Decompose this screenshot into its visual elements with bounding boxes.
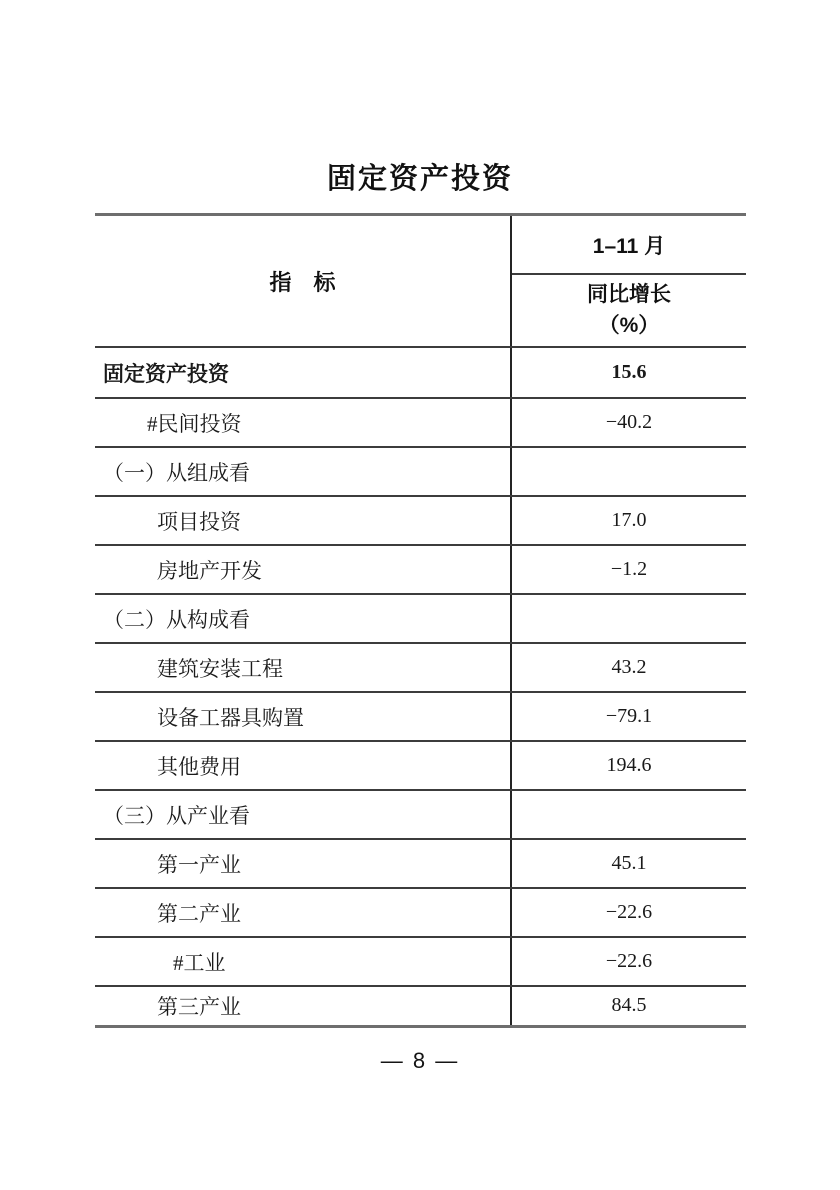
indicator-cell: （二）从构成看	[95, 594, 511, 643]
table-row	[95, 347, 746, 398]
value-cell: 15.6	[511, 347, 746, 398]
value-cell	[511, 594, 746, 643]
table-row	[95, 790, 746, 839]
value-cell: −79.1	[511, 692, 746, 741]
table-row	[95, 986, 746, 1026]
value-cell: 84.5	[611, 994, 647, 1017]
table-row	[95, 545, 746, 594]
table-row	[95, 692, 746, 741]
value-cell	[511, 447, 746, 496]
value-cell: −1.2	[511, 545, 746, 594]
indicator-cell: （三）从产业看	[95, 790, 511, 839]
indicator-cell: #民间投资	[95, 398, 511, 447]
table-row	[95, 496, 746, 545]
indicator-cell: 建筑安装工程	[95, 643, 511, 692]
header-period: 1–11 月	[511, 215, 746, 275]
value-cell: 17.0	[511, 496, 746, 545]
indicator-cell: 其他费用	[95, 741, 511, 790]
header-metric-line2: （%）	[598, 313, 660, 337]
value-cell: 45.1	[511, 839, 746, 888]
indicator-cell: #工业	[95, 937, 511, 986]
table-row	[95, 447, 746, 496]
table-row	[95, 741, 746, 790]
header-metric	[511, 274, 746, 347]
page-title: 固定资产投资	[326, 163, 513, 195]
indicator-cell: 第三产业	[95, 986, 511, 1026]
table-row	[95, 643, 746, 692]
table-body	[95, 347, 746, 1026]
indicator-cell: （一）从组成看	[95, 447, 511, 496]
value-cell: −22.6	[511, 937, 746, 986]
indicator-cell: 第一产业	[95, 839, 511, 888]
header-row-period	[95, 215, 746, 275]
header-indicator: 指 标	[95, 215, 511, 348]
value-cell	[511, 790, 746, 839]
indicator-cell: 第二产业	[95, 888, 511, 937]
table-row	[95, 839, 746, 888]
table-row	[95, 888, 746, 937]
indicator-cell: 房地产开发	[95, 545, 511, 594]
investment-table	[95, 213, 746, 1028]
value-cell: 43.2	[511, 643, 746, 692]
indicator-cell: 项目投资	[95, 496, 511, 545]
page-number: — 8 —	[380, 1048, 460, 1073]
header-metric-line1: 同比增长	[587, 283, 671, 307]
indicator-cell: 固定资产投资	[95, 347, 511, 398]
value-cell: −22.6	[511, 888, 746, 937]
table-row	[95, 398, 746, 447]
value-cell: −40.2	[511, 398, 746, 447]
table-row	[95, 937, 746, 986]
table-row	[95, 594, 746, 643]
value-cell: 194.6	[511, 741, 746, 790]
indicator-cell: 设备工器具购置	[95, 692, 511, 741]
table-header	[95, 215, 746, 348]
